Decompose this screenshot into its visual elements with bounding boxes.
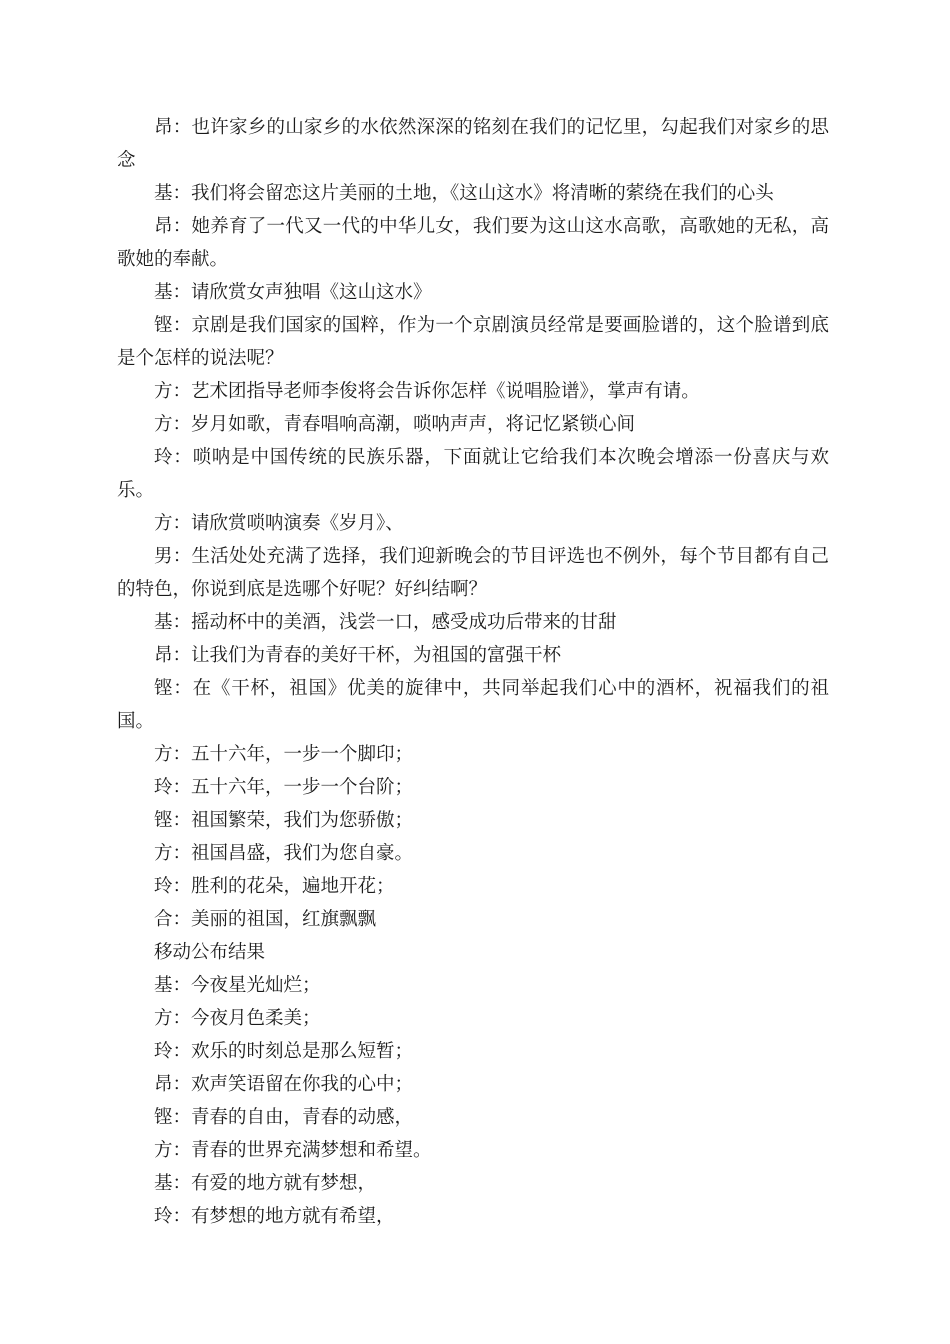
paragraph: 铿：祖国繁荣，我们为您骄傲； (154, 810, 414, 831)
paragraph: 移动公布结果 (154, 942, 266, 963)
paragraph: 昂：让我们为青春的美好干杯，为祖国的富强干杯 (154, 645, 562, 666)
paragraph: 方：今夜月色柔美； (154, 1008, 321, 1029)
paragraph: 方：青春的世界充满梦想和希望。 (154, 1140, 432, 1161)
paragraph: 铿：京剧是我们国家的国粹，作为一个京剧演员经常是要画脸谱的，这个脸谱到底是个怎样的说法呢？ (117, 315, 829, 369)
paragraph: 方：五十六年，一步一个脚印； (154, 744, 414, 765)
paragraph: 玲：五十六年，一步一个台阶； (154, 777, 414, 798)
paragraph: 昂：她养育了一代又一代的中华儿女，我们要为这山这水高歌，高歌她的无私，高歌她的奉献。 (117, 216, 829, 270)
paragraph: 玲：有梦想的地方就有希望， (154, 1206, 395, 1227)
paragraph: 男：生活处处充满了选择，我们迎新晚会的节目评选也不例外，每个节目都有自己的特色，你说到底是选哪个好呢？好纠结啊？ (117, 546, 829, 600)
paragraph: 基：今夜星光灿烂； (154, 975, 321, 996)
paragraph: 昂：欢声笑语留在你我的心中； (154, 1074, 414, 1095)
paragraph: 玲：胜利的花朵，遍地开花； (154, 876, 395, 897)
paragraph: 昂：也许家乡的山家乡的水依然深深的铭刻在我们的记忆里，勾起我们对家乡的思念 (117, 117, 829, 171)
paragraph: 方：祖国昌盛，我们为您自豪。 (154, 843, 414, 864)
script-text-body (117, 111, 829, 1233)
paragraph: 铿：青春的自由，青春的动感， (154, 1107, 414, 1128)
paragraph: 玲：欢乐的时刻总是那么短暂； (154, 1041, 414, 1062)
paragraph: 方：岁月如歌，青春唱响高潮，唢呐声声，将记忆紧锁心间 (154, 414, 636, 435)
paragraph: 基：我们将会留恋这片美丽的土地，《这山这水》将清晰的萦绕在我们的心头 (154, 183, 774, 204)
paragraph: 铿：在《干杯，祖国》优美的旋律中，共同举起我们心中的酒杯，祝福我们的祖国。 (117, 678, 829, 732)
paragraph: 基：摇动杯中的美酒，浅尝一口，感受成功后带来的甘甜 (154, 612, 617, 633)
paragraph: 玲：唢呐是中国传统的民族乐器，下面就让它给我们本次晚会增添一份喜庆与欢乐。 (117, 447, 829, 501)
paragraph: 基：请欣赏女声独唱《这山这水》 (154, 282, 432, 303)
paragraph: 合：美丽的祖国，红旗飘飘 (154, 909, 377, 930)
paragraph: 方：请欣赏唢呐演奏《岁月》、 (154, 513, 404, 534)
paragraph: 基：有爱的地方就有梦想， (154, 1173, 377, 1194)
paragraph: 方：艺术团指导老师李俊将会告诉你怎样《说唱脸谱》，掌声有请。 (154, 381, 700, 402)
